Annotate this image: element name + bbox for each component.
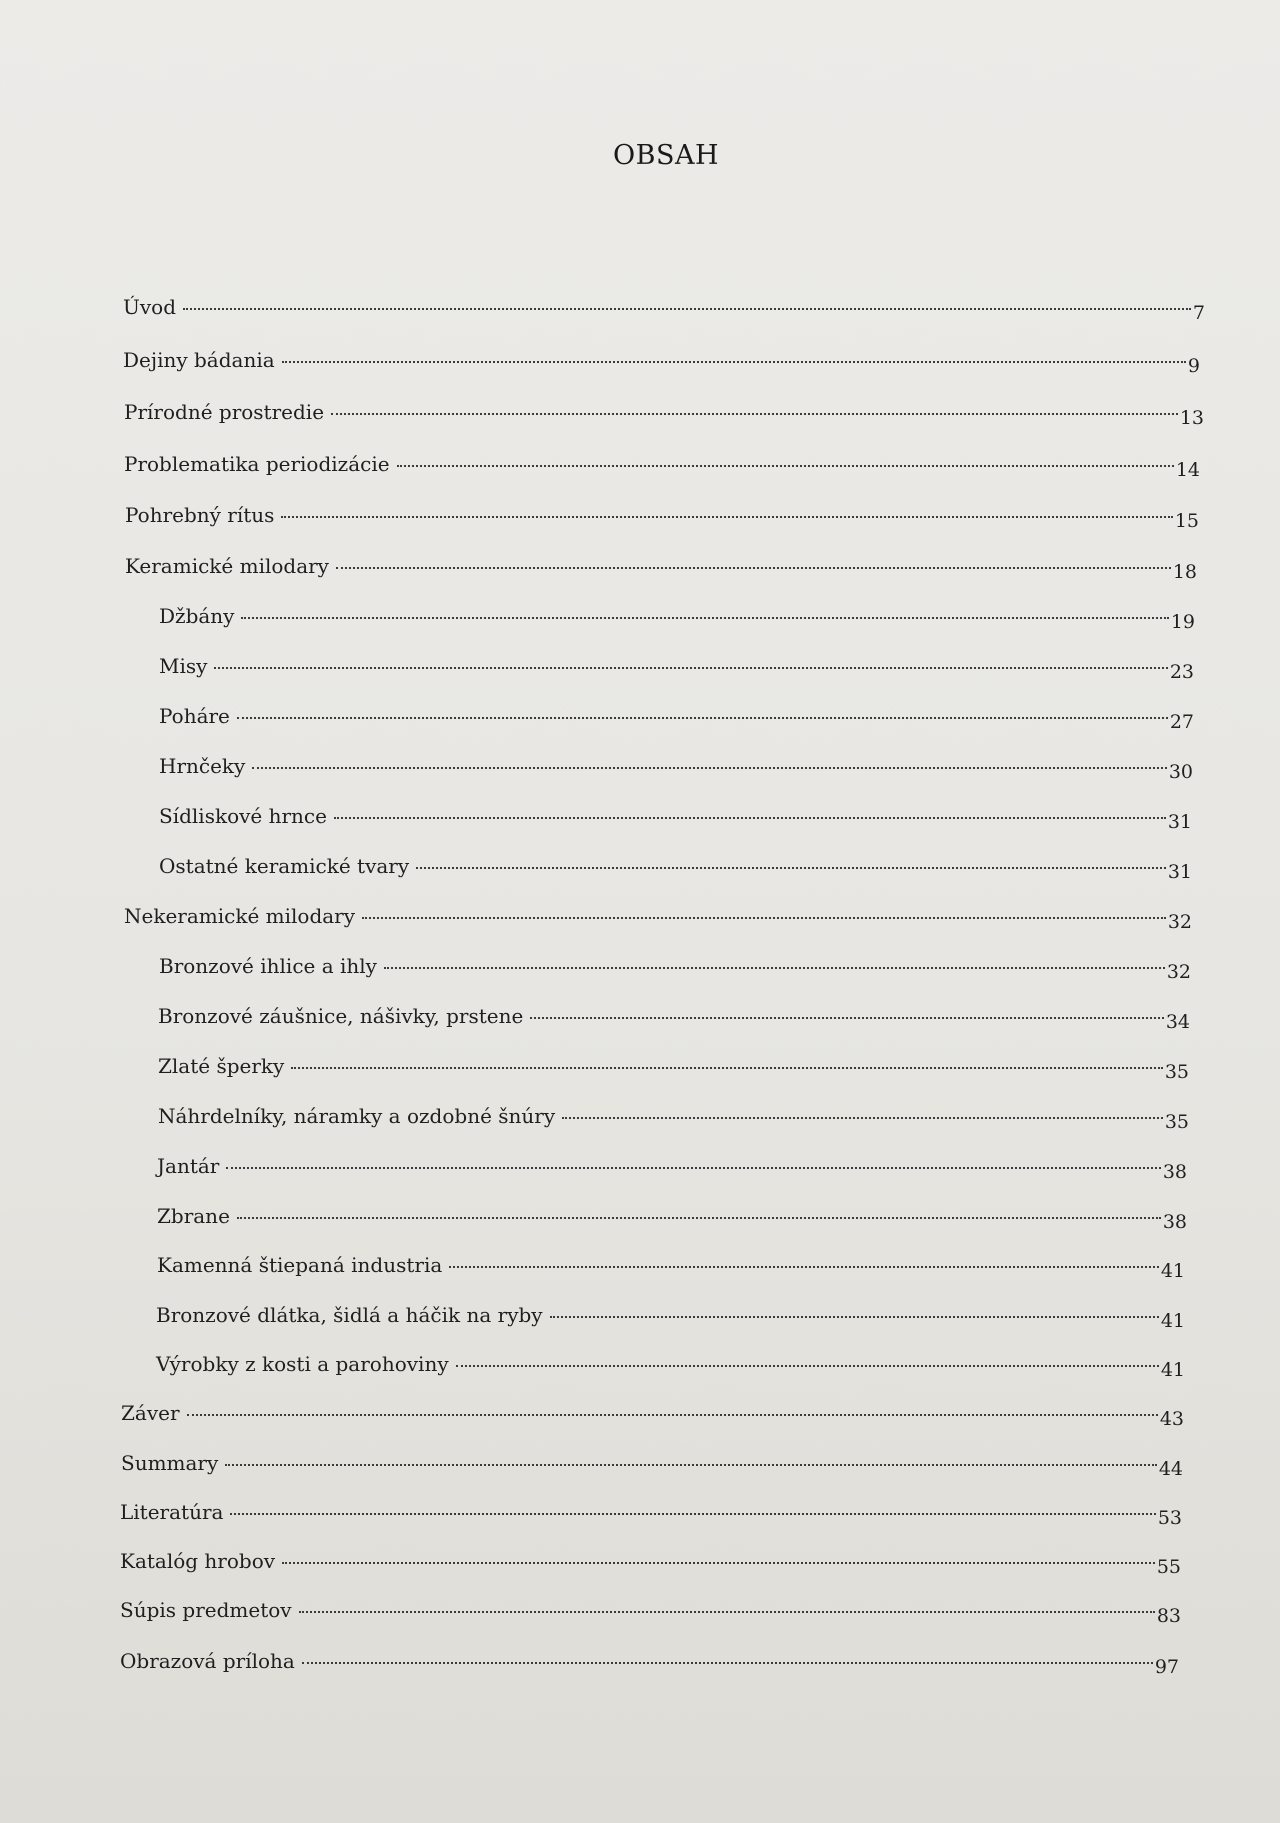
toc-entry-label: Pohrebný rítus [125,503,275,527]
toc-entry-label: Zlaté šperky [158,1054,285,1078]
toc-entry [159,954,1191,983]
toc-entry-page: 9 [1187,355,1200,377]
toc-entry-label: Keramické milodary [125,554,329,578]
toc-entry-label: Prírodné prostredie [124,400,325,424]
toc-entry-page: 32 [1167,911,1192,933]
toc-entry [125,554,1197,583]
toc-entry [158,1104,1189,1133]
toc-entry-label: Sídliskové hrnce [159,804,327,828]
toc-leader-dots [187,1414,1158,1416]
toc-entry-page: 13 [1179,407,1204,429]
toc-leader-dots [241,617,1168,619]
toc-entry-label: Jantár [157,1154,220,1178]
toc-entry-page: 53 [1157,1507,1182,1529]
toc-entry-label: Súpis predmetov [120,1598,292,1622]
toc-entry-page: 14 [1175,459,1200,481]
toc-entry-page: 35 [1164,1061,1189,1083]
toc-leader-dots [291,1067,1162,1069]
toc-entry [159,604,1195,633]
toc-entry [159,804,1192,833]
toc-entry-label: Kamenná štiepaná industria [157,1253,443,1277]
toc-entry [120,1549,1181,1578]
toc-leader-dots [416,867,1166,869]
toc-entry-label: Ostatné keramické tvary [159,854,410,878]
toc-entry-page: 97 [1154,1656,1179,1678]
toc-leader-dots [252,767,1166,769]
toc-entry [120,1500,1182,1529]
toc-entry-page: 41 [1160,1260,1185,1282]
toc-entry [156,1352,1185,1381]
toc-leader-dots [456,1365,1159,1367]
toc-entry-page: 31 [1167,861,1192,883]
toc-entry-page: 27 [1169,711,1194,733]
toc-leader-dots [336,567,1171,569]
page-title: OBSAH [612,140,720,171]
toc-entry-label: Dejiny bádania [123,348,275,372]
toc-entry-page: 38 [1162,1161,1187,1183]
toc-entry-label: Bronzové záušnice, nášivky, prstene [158,1004,524,1028]
toc-leader-dots [282,361,1186,363]
toc-leader-dots [449,1266,1159,1268]
toc-entry-page: 31 [1167,811,1192,833]
toc-entry-label: Obrazová príloha [120,1649,295,1673]
toc-entry-page: 44 [1158,1458,1183,1480]
toc-entry-page: 34 [1165,1011,1190,1033]
toc-entry-label: Náhrdelníky, náramky a ozdobné šnúry [158,1104,556,1128]
toc-leader-dots [214,667,1167,669]
toc-entry [123,295,1205,324]
toc-entry-label: Misy [159,654,208,678]
toc-entry [157,1204,1187,1233]
toc-entry-page: 32 [1166,961,1191,983]
toc-entry-label: Zbrane [157,1204,230,1228]
toc-entry [124,400,1204,429]
toc-leader-dots [530,1017,1163,1019]
toc-entry [125,503,1199,532]
toc-entry-label: Nekeramické milodary [124,904,356,928]
toc-leader-dots [230,1513,1155,1515]
toc-entry [120,1598,1181,1627]
toc-entry-label: Záver [121,1401,180,1425]
toc-leader-dots [225,1464,1157,1466]
toc-entry-label: Džbány [159,604,235,628]
toc-entry-label: Literatúra [120,1500,224,1524]
toc-leader-dots [550,1316,1159,1318]
toc-leader-dots [362,917,1166,919]
toc-entry-label: Úvod [123,295,176,319]
toc-entry [124,452,1200,481]
toc-leader-dots [397,465,1174,467]
toc-entry [158,1054,1189,1083]
toc-entry [120,1649,1179,1678]
toc-entry [158,1004,1190,1033]
toc-entry-page: 35 [1164,1111,1189,1133]
toc-entry-label: Bronzové dlátka, šidlá a háčik na ryby [156,1303,543,1327]
toc-entry [123,348,1200,377]
toc-leader-dots [226,1167,1160,1169]
toc-leader-dots [281,516,1172,518]
toc-entry-page: 83 [1156,1605,1181,1627]
toc-entry-page: 30 [1168,761,1193,783]
toc-entry [159,654,1194,683]
toc-leader-dots [183,308,1191,310]
toc-leader-dots [282,1562,1155,1564]
toc-entry-page: 43 [1159,1408,1184,1430]
toc-entry-page: 15 [1174,510,1199,532]
toc-leader-dots [384,967,1165,969]
toc-entry-page: 41 [1160,1310,1185,1332]
toc-entry-page: 18 [1172,561,1197,583]
toc-entry [121,1401,1184,1430]
toc-entry-page: 41 [1160,1359,1185,1381]
toc-leader-dots [299,1611,1155,1613]
toc-entry [159,854,1192,883]
toc-entry-page: 38 [1162,1211,1187,1233]
toc-entry-page: 19 [1170,611,1195,633]
toc-entry-label: Bronzové ihlice a ihly [159,954,377,978]
toc-entry-label: Problematika periodizácie [124,452,390,476]
toc-entry-label: Poháre [159,704,230,728]
toc-entry-label: Summary [121,1451,219,1475]
toc-entry [156,1303,1185,1332]
toc-entry-label: Hrnčeky [159,754,246,778]
toc-entry-label: Výrobky z kosti a parohoviny [156,1352,449,1376]
toc-entry-page: 23 [1169,661,1194,683]
toc-leader-dots [302,1662,1153,1664]
toc-entry-label: Katalóg hrobov [120,1549,276,1573]
toc-entry [121,1451,1183,1480]
toc-leader-dots [331,413,1178,415]
toc-entry-page: 55 [1156,1556,1181,1578]
toc-entry [159,704,1194,733]
toc-leader-dots [562,1117,1163,1119]
toc-entry [157,1154,1187,1183]
toc-entry-page: 7 [1192,302,1205,324]
toc-entry [159,754,1193,783]
toc-entry [157,1253,1185,1282]
toc-leader-dots [237,717,1168,719]
toc-entry [124,904,1192,933]
toc-leader-dots [237,1217,1161,1219]
toc-leader-dots [334,817,1166,819]
